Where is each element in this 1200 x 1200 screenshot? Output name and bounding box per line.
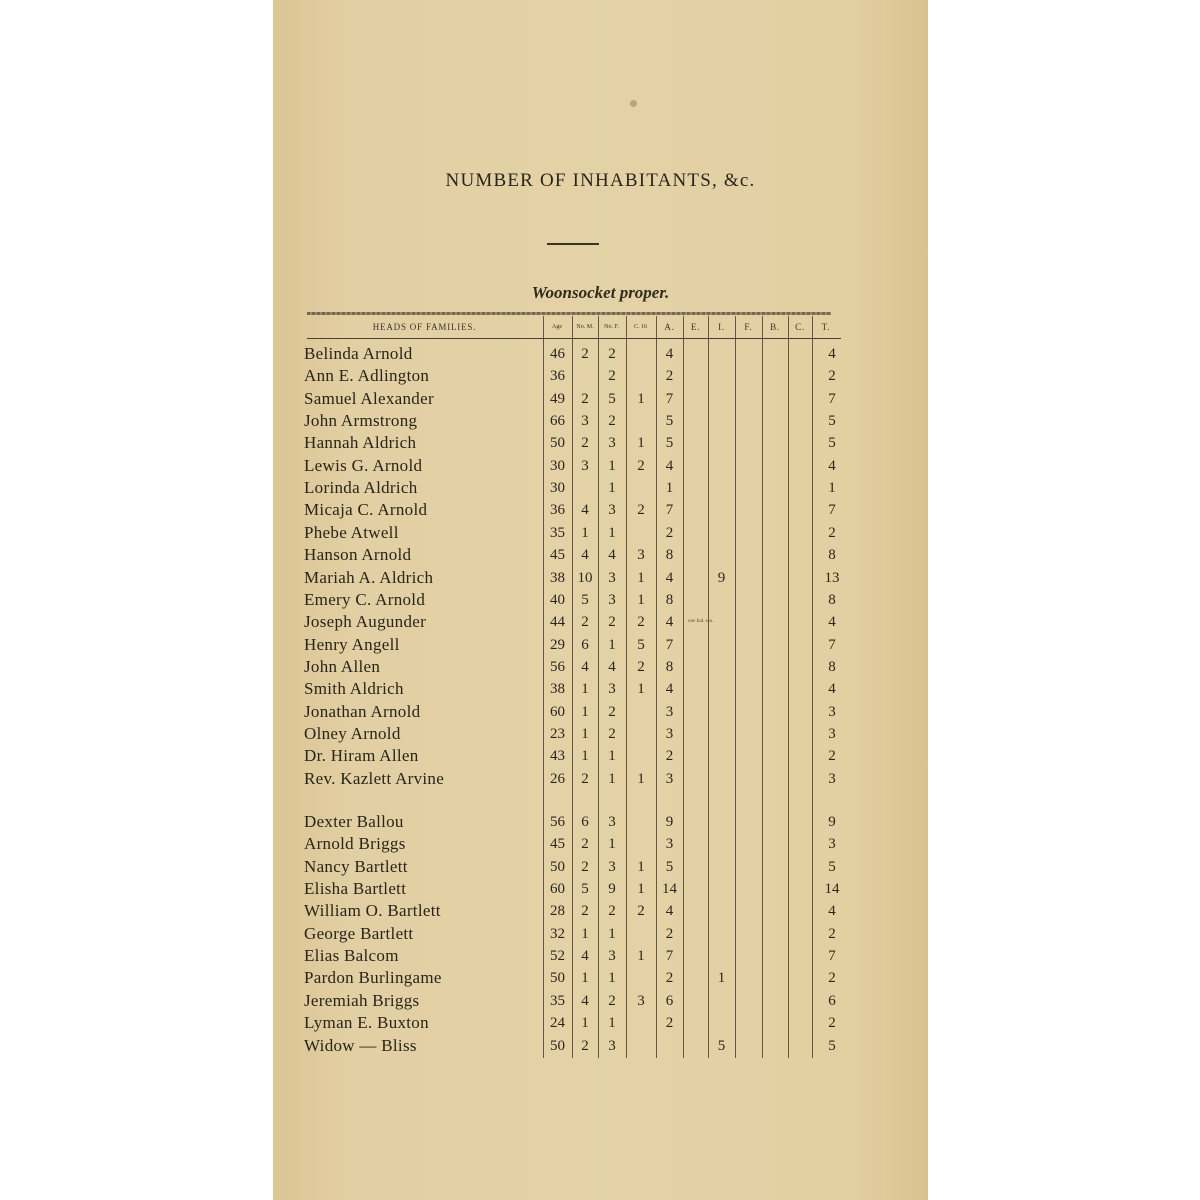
- cell-f: 2: [608, 346, 616, 362]
- head-of-family-name: John Armstrong: [304, 411, 418, 431]
- cell-c: 1: [637, 948, 645, 965]
- header-a: A.: [664, 322, 675, 332]
- cell-f: 3: [608, 435, 616, 452]
- cell-m: 5: [581, 591, 589, 608]
- cell-a: 8: [665, 658, 674, 675]
- cell-t: 4: [828, 614, 836, 631]
- cell-f: 3: [608, 858, 616, 875]
- cell-t: 8: [828, 591, 836, 608]
- cell-m: 2: [581, 614, 589, 631]
- cell-f: 2: [608, 413, 616, 430]
- head-of-family-name: Smith Aldrich: [304, 679, 404, 699]
- table-top-rule: [307, 312, 831, 315]
- cell-a: 2: [665, 925, 674, 942]
- header-females: No. F.: [604, 324, 619, 330]
- cell-age: 50: [550, 970, 565, 987]
- cell-age: 50: [550, 435, 565, 452]
- cell-a: 4: [665, 457, 674, 474]
- header-i: I.: [718, 322, 725, 332]
- header-t: T.: [821, 322, 831, 332]
- cell-m: 4: [581, 992, 589, 1009]
- cell-i: 9: [717, 569, 726, 586]
- cell-f: 1: [608, 457, 616, 474]
- header-children: C. 16: [633, 324, 647, 330]
- cell-age: 44: [550, 614, 565, 631]
- header-heads-of-families: HEADS OF FAMILIES.: [372, 322, 477, 332]
- cell-c: 1: [637, 591, 645, 608]
- head-of-family-name: Olney Arnold: [304, 723, 401, 743]
- cell-m: 1: [581, 725, 589, 742]
- cell-age: 50: [550, 1037, 565, 1054]
- cell-f: 3: [608, 948, 616, 965]
- page-title: NUMBER OF INHABITANTS, &c.: [445, 170, 756, 191]
- cell-m: 5: [581, 881, 589, 898]
- cell-t: 6: [828, 992, 836, 1009]
- table-row: [0, 878, 1200, 900]
- cell-t: 5: [828, 1037, 836, 1054]
- cell-age: 60: [550, 703, 565, 720]
- cell-m: 6: [581, 636, 589, 653]
- table-row: [0, 833, 1200, 855]
- cell-age: 38: [550, 569, 565, 586]
- cell-age: 45: [550, 836, 565, 853]
- table-row: [0, 567, 1200, 589]
- cell-c: 1: [637, 681, 645, 698]
- table-row: [0, 343, 1200, 365]
- cell-m: 1: [581, 1015, 589, 1032]
- cell-c: 2: [637, 658, 645, 675]
- cell-t: 3: [828, 836, 836, 853]
- cell-age: 56: [550, 814, 565, 830]
- cell-age: 28: [550, 903, 565, 920]
- head-of-family-name: Jeremiah Briggs: [304, 990, 420, 1010]
- cell-age: 35: [550, 524, 565, 541]
- cell-t: 7: [828, 502, 836, 519]
- cell-a: 4: [665, 903, 674, 920]
- head-of-family-name: Joseph Augunder: [304, 612, 427, 632]
- header-age: Age: [552, 324, 562, 330]
- cell-a: 2: [665, 1015, 674, 1032]
- cell-f: 5: [608, 390, 616, 407]
- cell-m: 10: [577, 569, 593, 586]
- cell-a: 2: [665, 970, 674, 987]
- cell-f: 1: [608, 836, 616, 853]
- head-of-family-name: Samuel Alexander: [304, 388, 434, 408]
- head-of-family-name: Henry Angell: [304, 634, 400, 654]
- cell-a: 4: [665, 681, 674, 698]
- cell-age: 45: [550, 547, 565, 564]
- cell-t: 5: [828, 858, 836, 875]
- cell-c: 2: [637, 457, 645, 474]
- cell-a: 3: [665, 725, 674, 742]
- cell-age: 24: [550, 1015, 565, 1032]
- cell-f: 3: [608, 569, 616, 586]
- cell-t: 2: [828, 368, 836, 385]
- table-row: [0, 477, 1200, 499]
- cell-t: 8: [828, 547, 836, 564]
- cell-t: 3: [828, 703, 836, 720]
- cell-m: 2: [581, 770, 589, 787]
- table-row: [0, 811, 1200, 833]
- cell-age: 30: [550, 457, 565, 474]
- cell-a: 7: [665, 390, 674, 407]
- cell-age: 40: [550, 591, 565, 608]
- cell-t: 1: [828, 480, 836, 497]
- cell-a: 3: [665, 770, 674, 787]
- cell-f: 4: [608, 658, 616, 675]
- table-row: [0, 967, 1200, 989]
- cell-age: 46: [550, 346, 565, 362]
- head-of-family-name: Dr. Hiram Allen: [304, 746, 419, 766]
- cell-m: 1: [581, 524, 589, 541]
- cell-f: 1: [608, 770, 616, 787]
- cell-f: 3: [608, 814, 616, 830]
- cell-c: 2: [637, 614, 645, 631]
- cell-f: 3: [608, 1037, 616, 1054]
- cell-age: 52: [550, 948, 565, 965]
- cell-m: 1: [581, 970, 589, 987]
- table-row: [0, 723, 1200, 745]
- cell-t: 7: [828, 636, 836, 653]
- table-row: [0, 589, 1200, 611]
- head-of-family-name: Ann E. Adlington: [304, 366, 430, 386]
- cell-t: 2: [828, 925, 836, 942]
- cell-c: 1: [637, 881, 645, 898]
- cell-c: 5: [637, 636, 645, 653]
- cell-a: 5: [665, 858, 674, 875]
- cell-t: 13: [824, 569, 840, 586]
- cell-a: 6: [665, 992, 674, 1009]
- cell-f: 2: [608, 368, 616, 385]
- cell-a: 4: [665, 614, 674, 631]
- cell-a: 4: [665, 569, 674, 586]
- cell-age: 36: [550, 368, 565, 385]
- cell-a: 8: [665, 591, 674, 608]
- table-row: [0, 365, 1200, 387]
- cell-c: 1: [637, 435, 645, 452]
- cell-m: 2: [581, 858, 589, 875]
- cell-age: 50: [550, 858, 565, 875]
- cell-f: 1: [608, 1015, 616, 1032]
- head-of-family-name: Micaja C. Arnold: [304, 500, 428, 520]
- head-of-family-name: George Bartlett: [304, 923, 414, 943]
- cell-age: 32: [550, 925, 565, 942]
- cell-age: 26: [550, 770, 565, 787]
- table-row: [0, 611, 1200, 633]
- head-of-family-name: Arnold Briggs: [304, 834, 406, 854]
- cell-f: 1: [608, 925, 616, 942]
- cell-a: 9: [665, 814, 674, 830]
- head-of-family-name: Rev. Kazlett Arvine: [304, 768, 445, 788]
- cell-t: 3: [828, 770, 836, 787]
- cell-t: 2: [828, 1015, 836, 1032]
- cell-m: 2: [581, 346, 589, 362]
- cell-c: 3: [637, 547, 645, 564]
- cell-a: 8: [665, 547, 674, 564]
- head-of-family-name: Elisha Bartlett: [304, 879, 407, 899]
- table-row: [0, 656, 1200, 678]
- cell-f: 2: [608, 725, 616, 742]
- cell-f: 2: [608, 614, 616, 631]
- head-of-family-name: William O. Bartlett: [304, 901, 441, 921]
- cell-t: 2: [828, 970, 836, 987]
- cell-a: 7: [665, 948, 674, 965]
- cell-c: 1: [637, 569, 645, 586]
- cell-f: 3: [608, 502, 616, 519]
- cell-i: 5: [717, 1037, 726, 1054]
- cell-t: 5: [828, 435, 836, 452]
- cell-f: 1: [608, 636, 616, 653]
- cell-f: 3: [608, 681, 616, 698]
- cell-f: 1: [608, 748, 616, 765]
- table-row: [0, 1012, 1200, 1034]
- table-row: [0, 990, 1200, 1012]
- table-row: [0, 522, 1200, 544]
- header-b: B.: [770, 322, 780, 332]
- cell-m: 1: [581, 681, 589, 698]
- cell-c: 1: [637, 390, 645, 407]
- table-row: [0, 1035, 1200, 1057]
- cell-c: 2: [637, 903, 645, 920]
- table-row: [0, 544, 1200, 566]
- table-row: [0, 923, 1200, 945]
- head-of-family-name: Belinda Arnold: [304, 344, 413, 363]
- cell-f: 2: [608, 992, 616, 1009]
- cell-c: 1: [637, 858, 645, 875]
- cell-t: 2: [828, 748, 836, 765]
- table-row: [0, 499, 1200, 521]
- cell-m: 4: [581, 948, 589, 965]
- head-of-family-name: Widow — Bliss: [304, 1035, 417, 1055]
- cell-a: 3: [665, 836, 674, 853]
- cell-f: 2: [608, 703, 616, 720]
- cell-f: 1: [608, 524, 616, 541]
- table-row: [0, 900, 1200, 922]
- cell-f: 9: [608, 881, 616, 898]
- cell-t: 4: [828, 903, 836, 920]
- cell-age: 43: [550, 748, 565, 765]
- head-of-family-name: John Allen: [304, 656, 381, 676]
- table-row: [0, 745, 1200, 767]
- head-of-family-name: Elias Balcom: [304, 946, 399, 966]
- cell-t: 3: [828, 725, 836, 742]
- head-of-family-name: Nancy Bartlett: [304, 856, 408, 876]
- cell-age: 60: [550, 881, 565, 898]
- cell-t: 14: [824, 881, 840, 898]
- marginal-note: one Ind. sea.: [688, 619, 714, 625]
- cell-a: 2: [665, 748, 674, 765]
- cell-c: 2: [637, 502, 645, 519]
- table-row: [0, 701, 1200, 723]
- cell-c: 1: [637, 770, 645, 787]
- section-subtitle: Woonsocket proper.: [531, 283, 670, 302]
- cell-a: 3: [665, 703, 674, 720]
- head-of-family-name: Lewis G. Arnold: [304, 455, 423, 475]
- head-of-family-name: Emery C. Arnold: [304, 589, 426, 609]
- table-row: [0, 768, 1200, 790]
- cell-a: 7: [665, 636, 674, 653]
- table-header: [307, 316, 841, 339]
- table-row: [0, 455, 1200, 477]
- cell-m: 2: [581, 435, 589, 452]
- cell-a: 2: [665, 368, 674, 385]
- head-of-family-name: Lyman E. Buxton: [304, 1013, 429, 1033]
- table-row: [0, 388, 1200, 410]
- cell-a: 5: [665, 435, 674, 452]
- cell-m: 1: [581, 748, 589, 765]
- cell-t: 4: [828, 681, 836, 698]
- title-divider: [547, 243, 599, 245]
- cell-age: 49: [550, 390, 565, 407]
- cell-f: 4: [608, 547, 616, 564]
- header-males: No. M.: [576, 324, 594, 330]
- cell-c: 3: [637, 992, 645, 1009]
- cell-f: 2: [608, 903, 616, 920]
- cell-i: 1: [717, 970, 726, 987]
- cell-t: 2: [828, 524, 836, 541]
- cell-m: 4: [581, 547, 589, 564]
- head-of-family-name: Phebe Atwell: [304, 522, 399, 542]
- cell-t: 8: [828, 658, 836, 675]
- cell-m: 1: [581, 925, 589, 942]
- cell-t: 4: [828, 346, 836, 362]
- cell-m: 3: [581, 457, 589, 474]
- cell-f: 1: [608, 480, 616, 497]
- table-row: [0, 634, 1200, 656]
- cell-age: 29: [550, 636, 565, 653]
- cell-t: 9: [828, 814, 836, 830]
- cell-a: 1: [665, 480, 674, 497]
- cell-f: 1: [608, 970, 616, 987]
- table-row: [0, 945, 1200, 967]
- cell-t: 7: [828, 948, 836, 965]
- cell-m: 4: [581, 502, 589, 519]
- cell-m: 2: [581, 836, 589, 853]
- cell-m: 3: [581, 413, 589, 430]
- cell-a: 7: [665, 502, 674, 519]
- cell-age: 30: [550, 480, 565, 497]
- header-f: F.: [744, 322, 753, 332]
- cell-m: 4: [581, 658, 589, 675]
- cell-t: 7: [828, 390, 836, 407]
- cell-age: 36: [550, 502, 565, 519]
- cell-m: 2: [581, 390, 589, 407]
- cell-age: 66: [550, 413, 565, 430]
- cell-a: 4: [665, 346, 674, 362]
- table-row: [0, 432, 1200, 454]
- head-of-family-name: Pardon Burlingame: [304, 968, 442, 988]
- cell-age: 35: [550, 992, 565, 1009]
- cell-m: 2: [581, 1037, 589, 1054]
- paper-blemish: [630, 100, 637, 107]
- table-row: [0, 856, 1200, 878]
- cell-f: 3: [608, 591, 616, 608]
- header-e: E.: [690, 322, 701, 332]
- head-of-family-name: Jonathan Arnold: [304, 701, 421, 721]
- head-of-family-name: Dexter Ballou: [304, 812, 404, 831]
- head-of-family-name: Hanson Arnold: [304, 545, 412, 565]
- cell-t: 5: [828, 413, 836, 430]
- cell-a: 5: [665, 413, 674, 430]
- cell-a: 14: [662, 881, 677, 898]
- cell-a: 2: [665, 524, 674, 541]
- cell-age: 23: [550, 725, 565, 742]
- cell-m: 2: [581, 903, 589, 920]
- cell-age: 38: [550, 681, 565, 698]
- cell-age: 56: [550, 658, 565, 675]
- cell-m: 1: [581, 703, 589, 720]
- cell-m: 6: [581, 814, 589, 830]
- head-of-family-name: Mariah A. Aldrich: [304, 567, 434, 587]
- head-of-family-name: Hannah Aldrich: [304, 433, 417, 453]
- header-c: C.: [795, 322, 805, 332]
- head-of-family-name: Lorinda Aldrich: [304, 478, 418, 498]
- cell-t: 4: [828, 457, 836, 474]
- table-row: [0, 678, 1200, 700]
- table-row: [0, 410, 1200, 432]
